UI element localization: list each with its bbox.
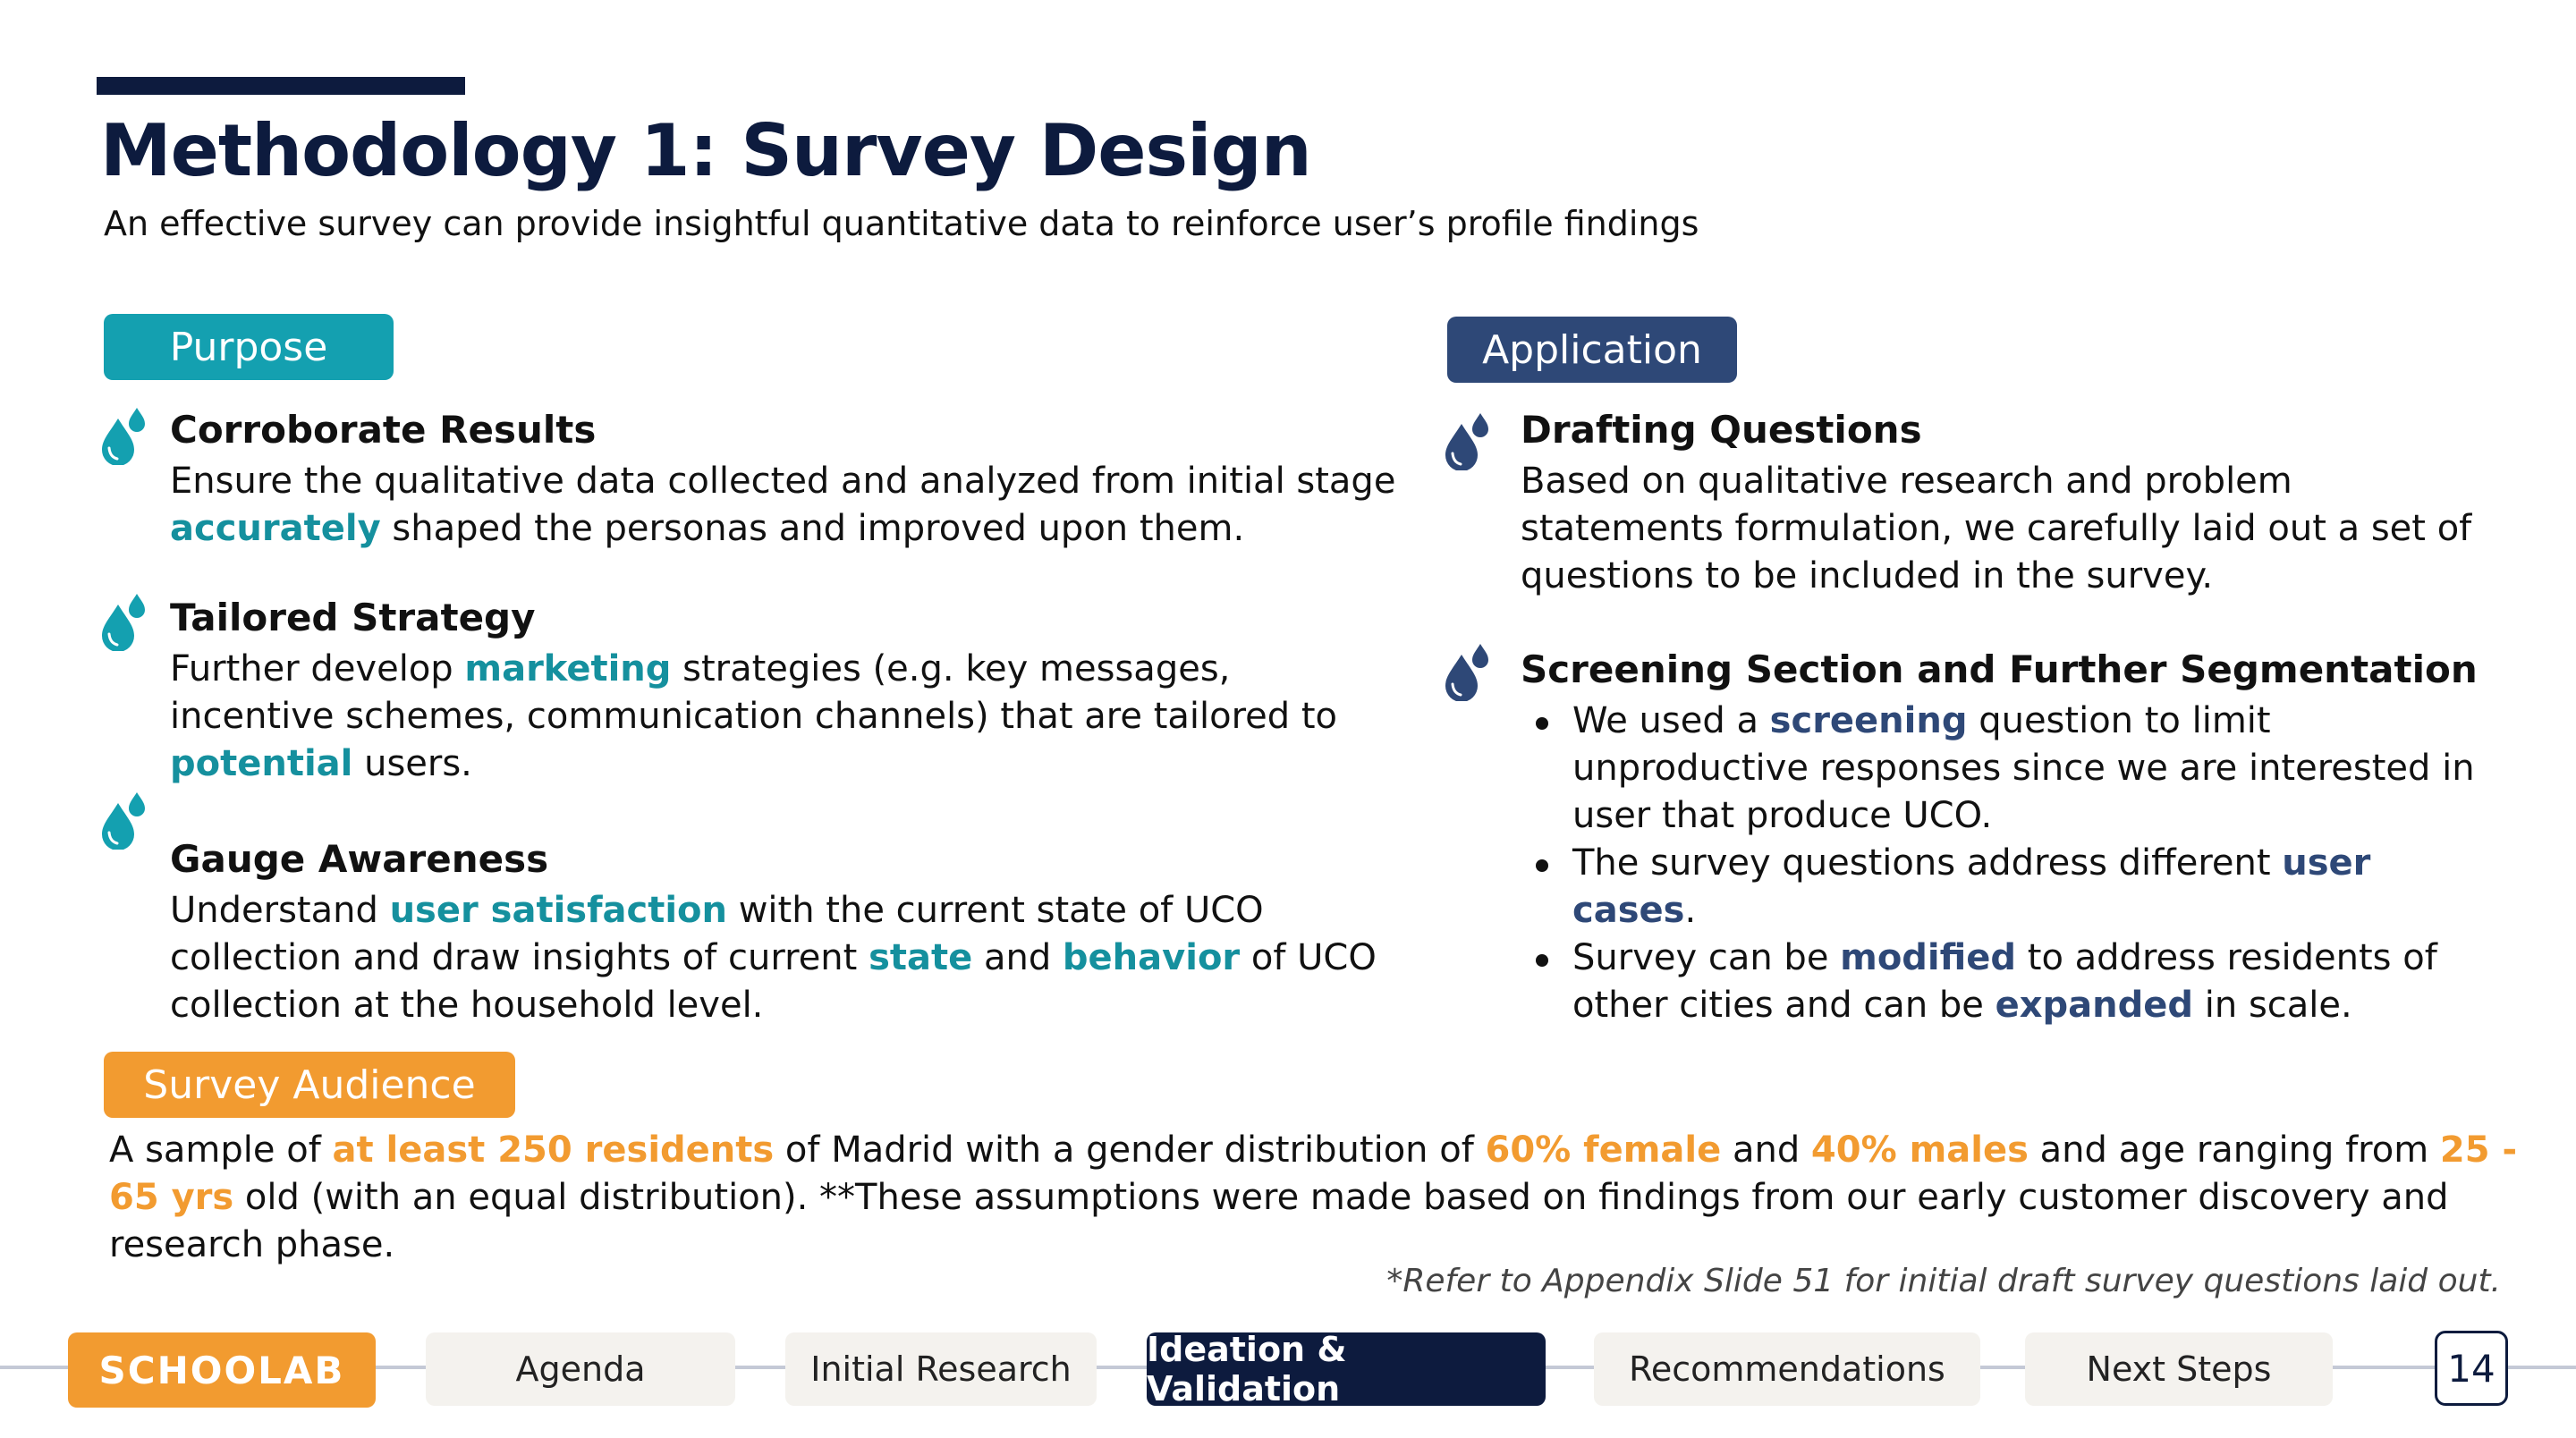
water-drops-icon — [1444, 413, 1490, 470]
title-accent-bar — [97, 77, 465, 95]
appendix-footnote: *Refer to Appendix Slide 51 for initial draft survey questions laid out. — [1386, 1263, 2501, 1299]
screening-bullet-list — [1521, 698, 2504, 1029]
purpose-heading-corroborate: Corroborate Results — [170, 408, 597, 452]
nav-initial-research[interactable]: Initial Research — [785, 1332, 1097, 1406]
application-label: Application — [1447, 317, 1737, 383]
purpose-text-tailored: Further develop marketing strategies (e.g. key messages, incentive schemes, communication channels) that are tailored to potential users. — [170, 648, 1338, 784]
application-heading-screening: Screening Section and Further Segmentation — [1521, 647, 2478, 691]
page-title: Methodology 1: Survey Design — [100, 109, 1311, 192]
survey-audience-label: Survey Audience — [104, 1052, 515, 1118]
water-drops-icon — [100, 408, 147, 465]
page-subtitle: An effective survey can provide insightful quantitative data to reinforce user’s profile findings — [104, 204, 1699, 243]
purpose-heading-gauge: Gauge Awareness — [170, 837, 549, 881]
application-text-drafting: Based on qualitative research and problem statements formulation, we carefully laid out a set of questions to be included in the survey. — [1521, 461, 2472, 596]
screening-bullet: The survey questions address different user cases. — [1572, 840, 2504, 935]
purpose-text-corroborate: Ensure the qualitative data collected and analyzed from initial stage accurately shaped the personas and improved upon them. — [170, 461, 1396, 549]
page-number: 14 — [2435, 1331, 2508, 1406]
purpose-heading-tailored: Tailored Strategy — [170, 596, 536, 639]
water-drops-icon — [1444, 644, 1490, 701]
water-drops-icon — [100, 792, 147, 850]
purpose-label: Purpose — [104, 314, 394, 380]
survey-audience-text: A sample of at least 250 residents of Madrid with a gender distribution of 60% female and 40% males and age ranging from 25 - 65 yrs old (with an equal distribution). **These assumptions were made based on findings from our early customer discovery and research phase. — [109, 1129, 2518, 1265]
nav-agenda[interactable]: Agenda — [426, 1332, 735, 1406]
nav-ideation-validation[interactable]: Ideation & Validation — [1147, 1332, 1546, 1406]
screening-bullet: We used a screening question to limit unproductive responses since we are interested in user that produce UCO. — [1572, 698, 2504, 840]
purpose-text-gauge: Understand user satisfaction with the current state of UCO collection and draw insights of current state and behavior of UCO collection at the household level. — [170, 890, 1377, 1026]
water-drops-icon — [100, 594, 147, 651]
application-heading-drafting: Drafting Questions — [1521, 408, 1922, 452]
schoolab-logo[interactable]: SCHOOLAB — [68, 1332, 376, 1408]
nav-recommendations[interactable]: Recommendations — [1594, 1332, 1980, 1406]
screening-bullet: Survey can be modified to address residents of other cities and can be expanded in scale. — [1572, 935, 2504, 1029]
nav-next-steps[interactable]: Next Steps — [2025, 1332, 2333, 1406]
